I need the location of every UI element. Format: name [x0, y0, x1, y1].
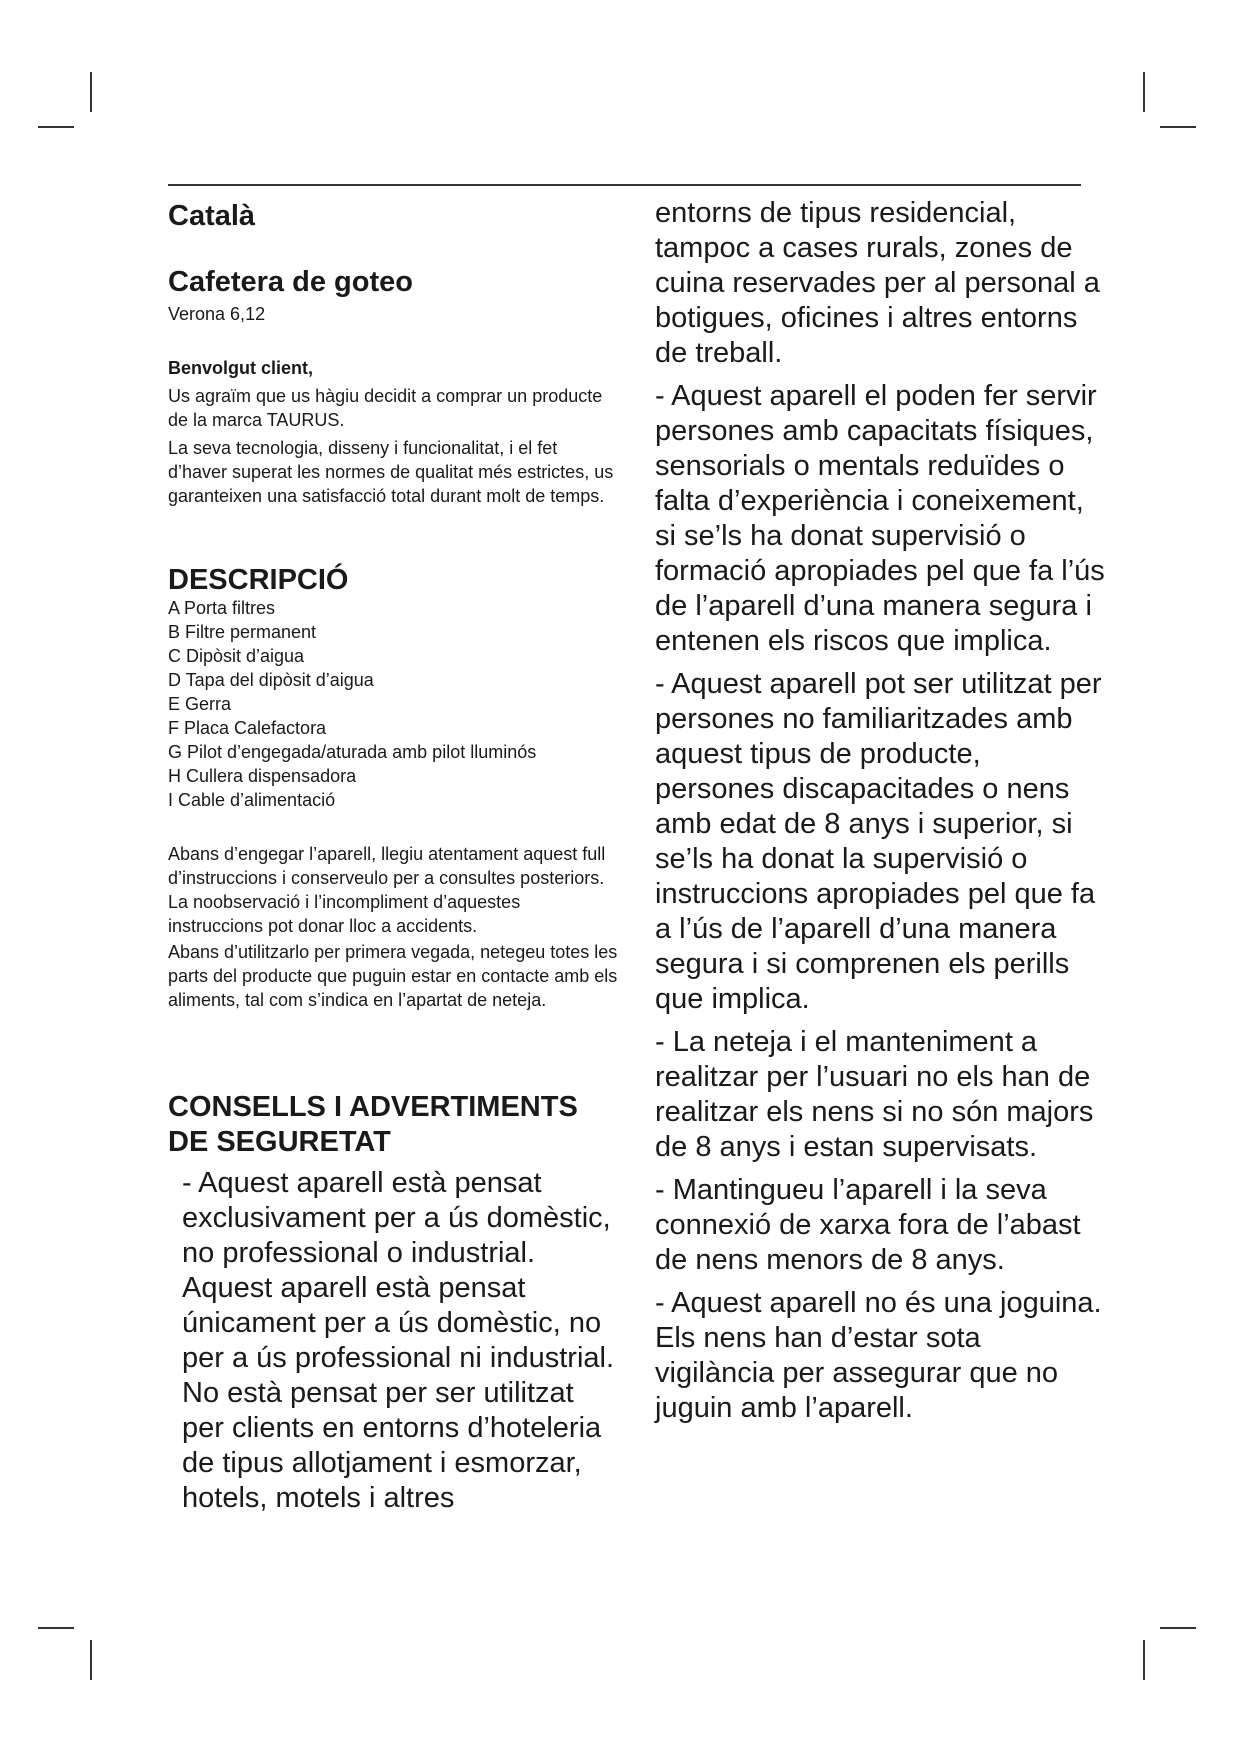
part-item: A Porta filtres [168, 598, 276, 618]
greeting: Benvolgut client, [168, 358, 314, 378]
safety-heading: CONSELLS I ADVERTIMENTS DE SEGURETAT [168, 1091, 578, 1158]
crop-mark [38, 1627, 74, 1629]
crop-mark [90, 72, 92, 112]
right-column [655, 196, 1105, 1434]
intro-text [168, 384, 618, 512]
warning-paragraph: Abans d’engegar l’aparell, llegiu atentament aquest full d’instruccions i conserveulo per a consultes posteriors. La noobservació i l’incompliment d’aquestes instruccions pot donar lloc a accidents. [168, 844, 606, 936]
safety-paragraph: - Aquest aparell el poden fer servir persones amb capacitats físiques, sensorials o mentals reduïdes o falta d’experiència i coneixement, si se’ls ha donat supervisió o formació apropiades pel que fa l’ús de l’aparell d’una manera segura i entenen els riscos que implica. [655, 380, 1105, 657]
part-item: G Pilot d’engegada/aturada amb pilot lluminós [168, 742, 537, 762]
warnings [168, 842, 618, 1014]
part-item: I Cable d’alimentació [168, 790, 336, 810]
part-item: E Gerra [168, 694, 232, 714]
part-item: C Dipòsit d’aigua [168, 646, 305, 666]
crop-mark [1143, 1640, 1145, 1680]
part-item: F Placa Calefactora [168, 718, 327, 738]
description-heading: DESCRIPCIÓ [168, 564, 349, 596]
safety-paragraph: - Aquest aparell no és una joguina. Els nens han d’estar sota vigilància per assegurar que no juguin amb l’aparell. [655, 1287, 1102, 1424]
crop-mark [1143, 72, 1145, 112]
safety-paragraph: - Aquest aparell pot ser utilitzat per persones no familiaritzades amb aquest tipus de producte, persones discapacitades o nens amb edat de 8 anys i superior, si se’ls ha donat la supervisió o instruccions apropiades pel que fa a l’ús de l’aparell d’una manera segura i si comprenen els perills que implica. [655, 668, 1102, 1015]
language-heading: Català [168, 200, 256, 232]
safety-paragraph: entorns de tipus residencial, tampoc a cases rurals, zones de cuina reservades per al personal a botigues, oficines i altres entorns de treball. [655, 197, 1100, 369]
crop-mark [1160, 126, 1196, 128]
safety-paragraph: - La neteja i el manteniment a realitzar per l’usuari no els han de realitzar els nens si no són majors de 8 anys i estan supervisats. [655, 1026, 1094, 1163]
safety-paragraph: - Aquest aparell està pensat exclusivament per a ús domèstic, no professional o industrial. Aquest aparell està pensat únicament per a ús domèstic, no per a ús professional ni industrial. No està pensat per ser utilitzat per clients en entorns d’hoteleria de tipus allotjament i esmorzar, hotels, motels i altres [182, 1167, 615, 1514]
part-item: D Tapa del dipòsit d’aigua [168, 670, 374, 690]
crop-mark [1160, 1627, 1196, 1629]
product-title: Cafetera de goteo [168, 266, 413, 298]
model-name: Verona 6,12 [168, 304, 266, 324]
header-rule [168, 184, 1081, 186]
intro-paragraph: Us agraïm que us hàgiu decidit a comprar un producte de la marca TAURUS. [168, 386, 603, 430]
part-item: H Cullera dispensadora [168, 766, 357, 786]
crop-mark [90, 1640, 92, 1680]
crop-mark [38, 126, 74, 128]
parts-list [168, 596, 536, 812]
part-item: B Filtre permanent [168, 622, 317, 642]
safety-paragraph: - Mantingueu l’aparell i la seva connexió de xarxa fora de l’abast de nens menors de 8 anys. [655, 1174, 1081, 1276]
intro-paragraph: La seva tecnologia, disseny i funcionalitat, i el fet d’haver superat les normes de qualitat més estrictes, us garanteixen una satisfacció total durant molt de temps. [168, 438, 614, 506]
warning-paragraph: Abans d’utilitzarlo per primera vegada, netegeu totes les parts del producte que puguin estar en contacte amb els aliments, tal com s’indica en l’apartat de neteja. [168, 942, 618, 1010]
left-column [168, 196, 618, 1514]
